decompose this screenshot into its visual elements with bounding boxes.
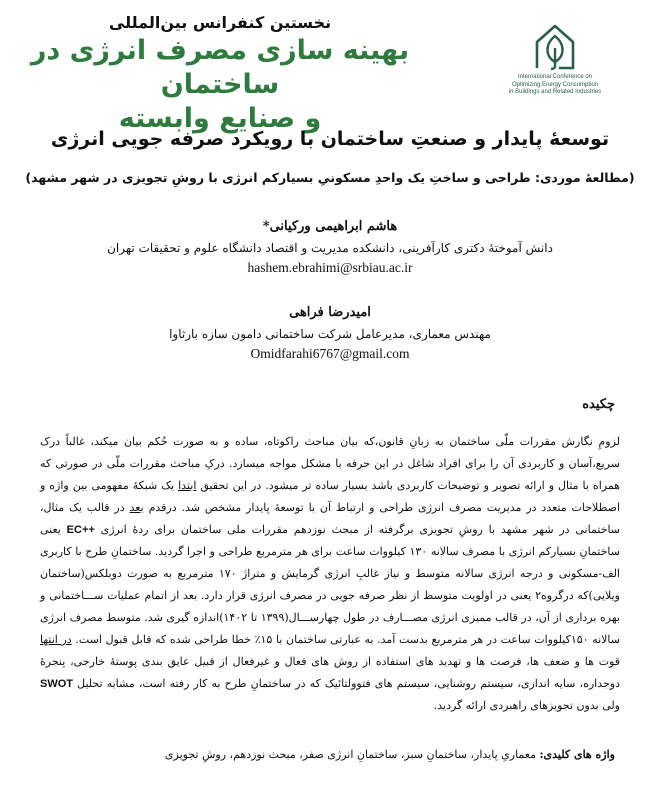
underlined-word: در انتها bbox=[40, 633, 72, 646]
abstract-text: در قالب یک مثال، ساختمانی در شهر مشهد با روشِ تجویزی برگرفته از مبحث نوزدهم مقررات ملی ساختمان برای ردهٔ انرژی bbox=[40, 501, 621, 536]
abstract-text: قوت ها و ضعف ها، فرصت ها و تهدید های استفاده از روش های فعال و غیرفعال از قبیل عایق بندی پوستهٔ خارجی، پنجرهٔ دوجداره، سایه اندازی، سیستم روشنایی، سیستم های فتوولتائیک که در ساختمانِ طرح به کار رفته است، مشابه تحلیل bbox=[40, 655, 620, 690]
keywords-text: معماریِ پایدار، ساختمانِ سبز، ساختمانِ انرژی صفر، مبحث نوزدهم، روشِ تجویزی bbox=[164, 748, 540, 761]
logo-caption-line: International Conference on bbox=[517, 74, 593, 80]
swot-label: SWOT bbox=[40, 678, 73, 690]
conference-banner bbox=[20, 12, 420, 136]
author-name: امیدرضا فراهی bbox=[289, 305, 371, 320]
abstract-text: ولی بدون تجویزهای راهبردی ارائه گردید. bbox=[433, 699, 620, 712]
keywords bbox=[35, 746, 615, 764]
author-affiliation: دانش آموختهٔ دکتری کارآفرینی، دانشکده مدیریت و اقتصاد دانشگاه علوم و تحقیقات تهران bbox=[107, 241, 553, 255]
author-email[interactable]: hashem.ebrahimi@srbiau.ac.ir bbox=[247, 260, 413, 275]
abstract-text: یک شبکهٔ مفهومی بین واژه و اصطلاحات متعدد در مدیریت مصرف انرژی طراحی و ارتباط آن با توسعهٔ پایدار مشخص شد. درقدم bbox=[40, 479, 620, 514]
author-name: هاشم ابراهیمی ورکیانی* bbox=[262, 219, 398, 234]
abstract-heading: چکیده bbox=[582, 397, 615, 412]
author-1 bbox=[0, 216, 660, 278]
abstract-paragraph bbox=[40, 431, 620, 717]
logo-caption bbox=[470, 74, 640, 97]
logo-caption-line: Optimizing Energy Consumption bbox=[511, 81, 599, 88]
logo-caption-line: in Buildings and Related Industries bbox=[508, 89, 602, 95]
author-affiliation: مهندس معماری، مدیرعامل شرکت ساختمانی دامون سازه بارثاوا bbox=[169, 327, 491, 341]
abstract-text: یعنی ساختمانِ بسیارکم انرژی با مصرف سالانه ۱۳۰ کیلووات ساعت برای هر مترمربع طراحی و اجرا گردید. ساختمانِ طرح با کاربری الف-مسکونی و درجه انرژی سالانه متوسط و نیاز غالبِ انرژی گرمایش و متراژ ۱۷۰ مترمربع به صورت دوبلکس(ساختمان ویلایی)که درگروه۲ یعنی در اولویت متوسط از نظر صرفه جویی در مصرف انرژی قرار دارد. بعد از اتمام عملیات ســـاختمانی و بهره برداری از آن، در قالب ممیزی انرژی مصـــارف در طول چهارســـال(۱۳۹۹ تا ۱۴۰۲)اندازه گیری شد. متوسط مصرف انرژی سالانه ۱۵۰کیلووات ساعت در هر مترمربع بدست آمد. به عبارتی ساختمان با ۱۵٪ خطا طراحی شده که قابل قبول است. bbox=[40, 523, 620, 646]
keywords-label: واژه های کلیدی: bbox=[539, 748, 615, 761]
abstract-text: لزومِ نگارش مقررات ملّی ساختمان به زبانِ قانون،که بیان مباحث راکوتاه، ساده و به صورت حُکم بیان میکند، غالباً درک سریع،آسان و کاربردی آن را برای افراد شاغل در این حرفه با مشکل مواجه میسازد. درکِ مباحث مقررات ملّی در صورتی که همراه با مثال و ارائه تصویر و توضیحات کاربردی باشد بسیار ساده تر میشود. در این تحقیق bbox=[40, 435, 620, 492]
author-email[interactable]: Omidfarahi6767@gmail.com bbox=[250, 346, 410, 361]
conference-name-line2: و صنایع وابسته bbox=[118, 103, 322, 134]
conference-ordinal-line: نخستین کنفرانس بین‌المللی bbox=[108, 13, 332, 32]
abstract-body bbox=[40, 431, 620, 717]
underlined-word: ابتدا bbox=[178, 479, 197, 492]
paper-title: توسعهٔ پایدار و صنعتِ ساختمان با رویکرد صرفه جویی انرژی bbox=[50, 128, 610, 150]
energy-class-label: EC++ bbox=[66, 524, 95, 536]
author-2 bbox=[0, 302, 660, 364]
conference-logo bbox=[470, 22, 640, 97]
house-leaf-icon bbox=[533, 22, 577, 72]
conference-header bbox=[0, 0, 660, 134]
paper-subtitle: (مطالعهٔ موردی: طراحی و ساختِ یک واحدِ مسکونیِ بسیارکم انرژی با روشِ تجویزی در شهر مشهد) bbox=[25, 170, 635, 185]
conference-name-line1: بهینه سازی مصرف انرژی در ساختمان bbox=[30, 35, 410, 100]
underlined-word: بعد bbox=[129, 501, 144, 514]
